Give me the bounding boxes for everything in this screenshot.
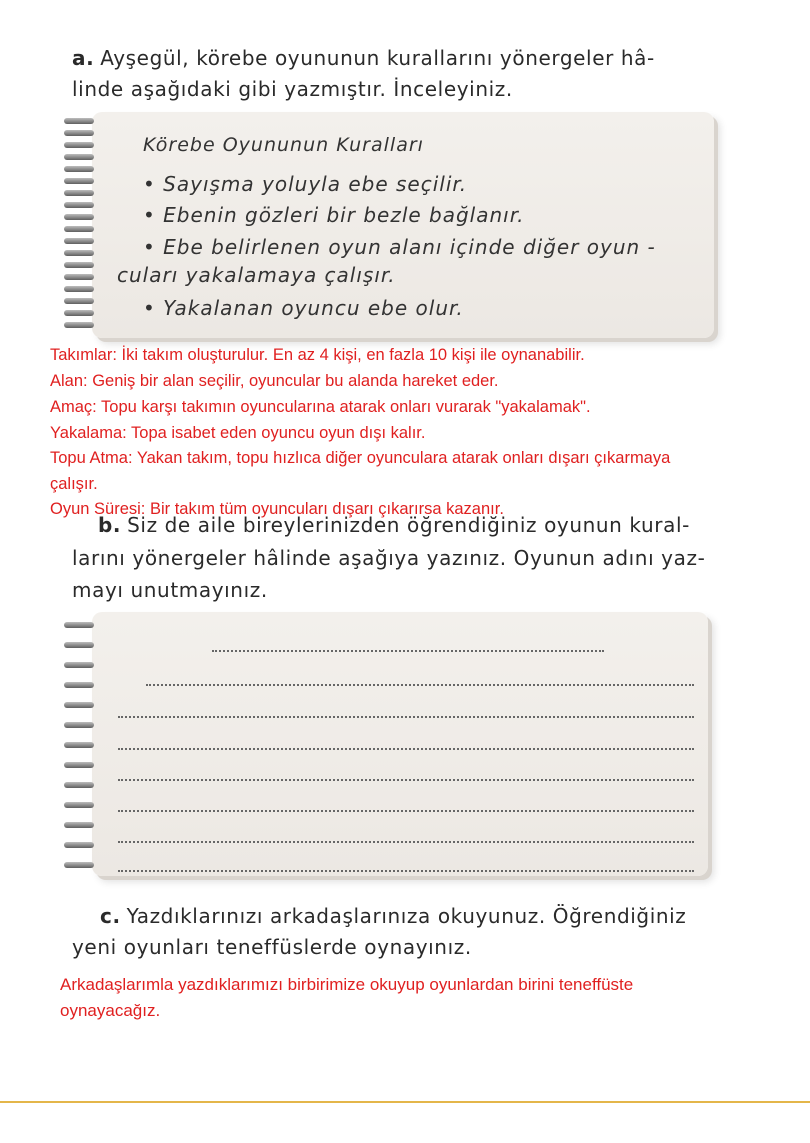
answer-b-line-6: çalışır. <box>50 475 98 493</box>
section-b-line-1 <box>72 513 690 537</box>
writing-line-6[interactable] <box>118 810 694 812</box>
writing-line-8[interactable] <box>118 870 694 872</box>
notebook-a-rule-1: • Sayışma yoluyla ebe seçilir. <box>143 172 468 196</box>
writing-line-1[interactable] <box>212 650 604 652</box>
footer-divider <box>0 1101 810 1103</box>
answer-b-line-3: Amaç: Topu karşı takımın oyuncularına atarak onları vurarak "yakalamak". <box>50 398 591 416</box>
notebook-a-rule-3-cont: cuları yakalamaya çalışır. <box>117 263 396 287</box>
answer-b-line-4: Yakalama: Topa isabet eden oyuncu oyun dışı kalır. <box>50 424 426 442</box>
answer-b-line-7: Oyun Süresi: Bir takım tüm oyuncuları dışarı çıkarırsa kazanır. <box>50 500 504 518</box>
notebook-b-spiral <box>64 622 100 870</box>
section-c-line-1 <box>72 904 686 928</box>
section-c-letter: c. <box>100 904 121 928</box>
answer-b-line-1: Takımlar: İki takım oluşturulur. En az 4 kişi, en fazla 10 kişi ile oynanabilir. <box>50 346 585 364</box>
notebook-a-rule-3: • Ebe belirlenen oyun alanı içinde diğer oyun - <box>143 235 656 259</box>
notebook-a-spiral <box>64 118 100 334</box>
writing-line-7[interactable] <box>118 841 694 843</box>
section-c-line-2: yeni oyunları teneffüslerde oynayınız. <box>72 935 472 959</box>
answer-b-line-5: Topu Atma: Yakan takım, topu hızlıca diğer oyunculara atarak onları dışarı çıkarmaya <box>50 449 671 467</box>
section-b-line-2: larını yönergeler hâlinde aşağıya yazınız. Oyunun adını yaz- <box>72 546 706 570</box>
writing-line-5[interactable] <box>118 779 694 781</box>
answer-c-line-1: Arkadaşlarımla yazdıklarımızı birbirimize okuyup oyunlardan birini teneffüste <box>60 975 634 994</box>
notebook-a-rule-4: • Yakalanan oyuncu ebe olur. <box>143 296 464 320</box>
answer-c-line-2: oynayacağız. <box>60 1001 161 1020</box>
writing-line-2[interactable] <box>146 684 694 686</box>
section-b-letter: b. <box>98 513 122 537</box>
writing-line-4[interactable] <box>118 748 694 750</box>
writing-line-3[interactable] <box>118 716 694 718</box>
section-c-text-1: Yazdıklarınızı arkadaşlarınıza okuyunuz. Öğrendiğiniz <box>126 904 687 928</box>
section-a-text-1: Ayşegül, körebe oyununun kurallarını yönergeler hâ- <box>100 46 655 70</box>
section-a-line-1 <box>72 46 655 70</box>
section-a-letter: a. <box>72 46 95 70</box>
section-b-text-1: Siz de aile bireylerinizden öğrendiğiniz oyunun kural- <box>127 513 690 537</box>
section-a-line-2: linde aşağıdaki gibi yazmıştır. İnceleyiniz. <box>72 77 513 101</box>
answer-b-line-2: Alan: Geniş bir alan seçilir, oyuncular bu alanda hareket eder. <box>50 372 499 390</box>
notebook-a-title: Körebe Oyununun Kuralları <box>143 134 424 156</box>
section-b-line-3: mayı unutmayınız. <box>72 578 268 602</box>
notebook-a-rule-2: • Ebenin gözleri bir bezle bağlanır. <box>143 203 525 227</box>
